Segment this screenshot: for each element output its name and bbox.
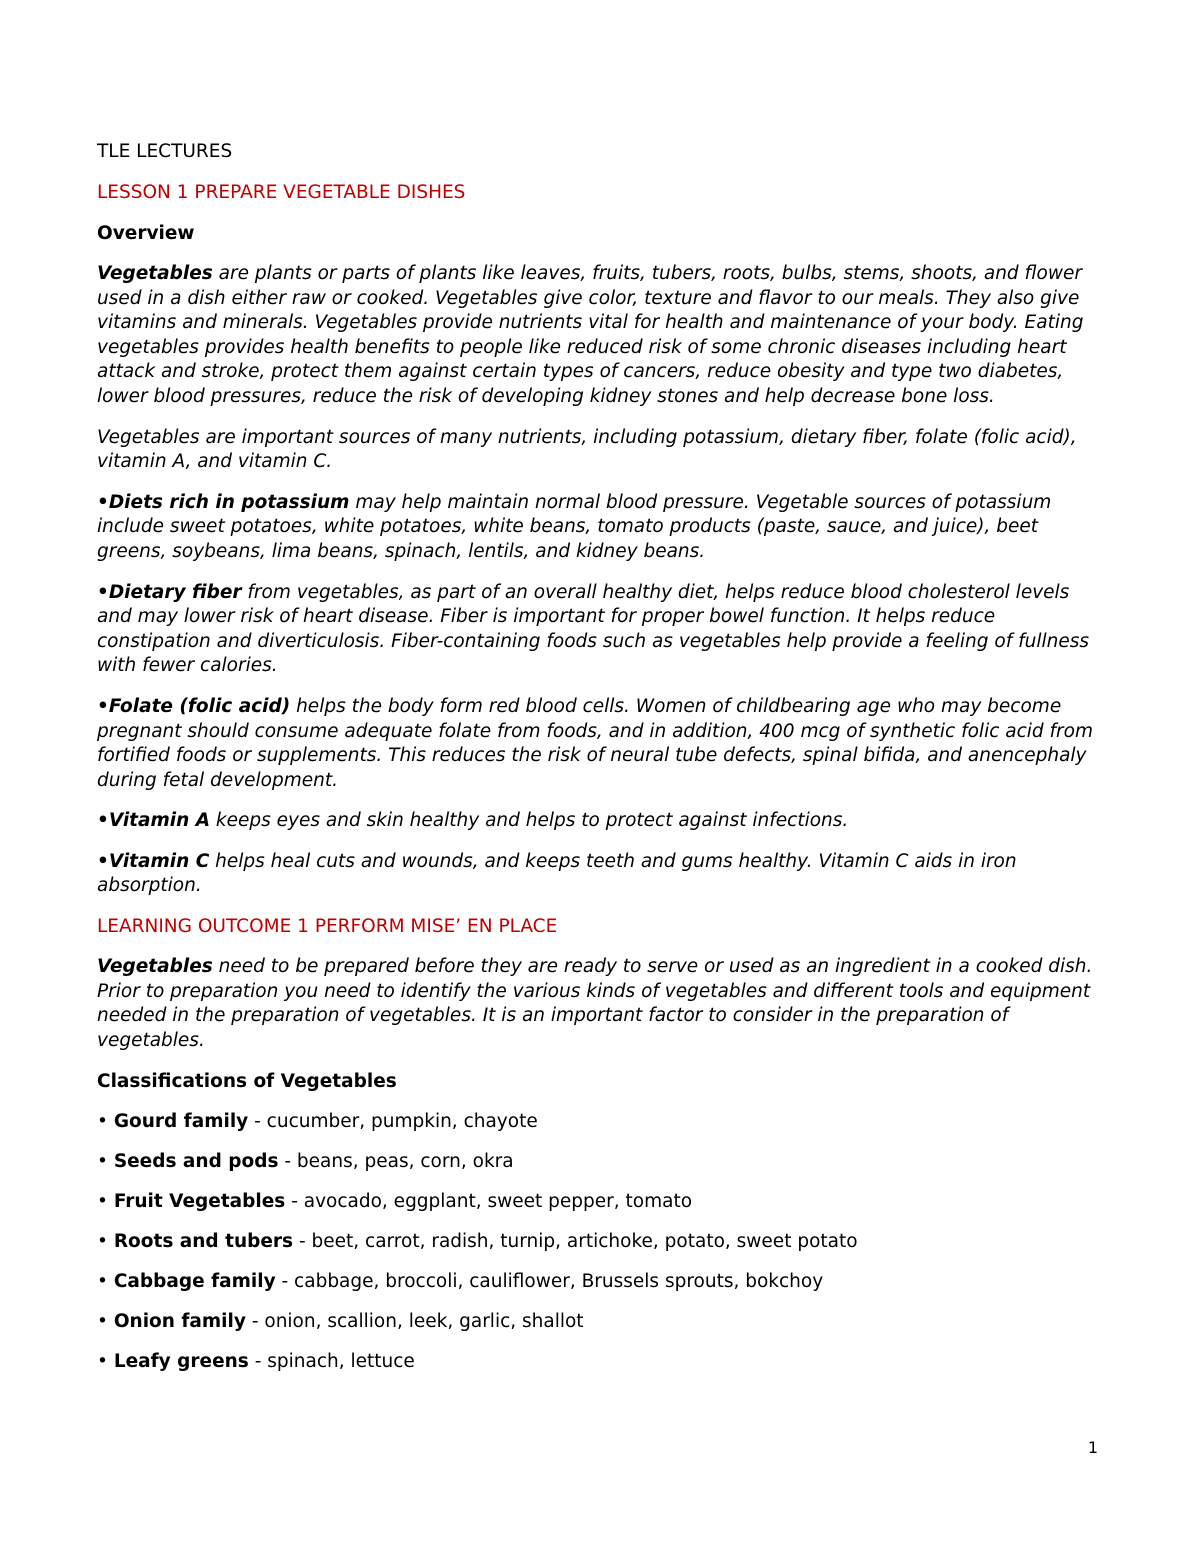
classification-name: Gourd family [113, 1111, 249, 1133]
document-page [97, 130, 1097, 1374]
nutrient-item [97, 695, 1097, 793]
overview-heading: Overview [97, 223, 195, 244]
classification-item [97, 1270, 1097, 1294]
bullet-icon: • [97, 850, 109, 872]
nutrient-item [97, 850, 1097, 899]
classification-list [97, 1110, 1097, 1374]
classification-examples: - onion, scallion, leek, garlic, shallot [245, 1311, 584, 1333]
page-number: 1 [1087, 1438, 1098, 1457]
classification-item [97, 1190, 1097, 1214]
nutrient-item [97, 809, 1097, 834]
classification-examples: - spinach, lettuce [248, 1351, 415, 1373]
nutrient-term: Vitamin C [108, 850, 210, 872]
lesson-title: LESSON 1 PREPARE VEGETABLE DISHES [97, 182, 466, 203]
intro-paragraph [97, 262, 1097, 410]
bullet-icon: • [97, 1191, 108, 1213]
intro-term: Vegetables [97, 263, 213, 284]
intro-text: are plants or parts of plants like leaves, fruits, tubers, roots, bulbs, stems, shoots, and flower used in a dish either raw or cooked. Vegetables give color, texture and flavor to our meals. They also give vitamins and minerals. Vegetables provide nutrients vital for health and maintenance of your body. Eating vegetables provides health benefits to people like reduced risk of some chronic diseases including heart attack and stroke, protect them against certain types of cancers, reduce obesity and type two diabetes, lower blood pressures, reduce the risk of developing kidney stones and help decrease bone loss. [97, 263, 1084, 407]
learning-outcome-title: LEARNING OUTCOME 1 PERFORM MISE’ EN PLACE [97, 916, 558, 938]
classification-examples: - cucumber, pumpkin, chayote [248, 1111, 538, 1133]
prep-text: need to be prepared before they are ready to serve or used as an ingredient in a cooked dish. Prior to preparation you need to identify the various kinds of vegetables and different tools and equipment needed in the preparation of vegetables. It is an important factor to consider in the preparation of vegetables. [97, 956, 1093, 1051]
classification-examples: - beet, carrot, radish, turnip, artichoke, potato, sweet potato [293, 1231, 858, 1253]
bullet-icon: • [97, 1151, 108, 1173]
bullet-icon: • [97, 1351, 108, 1373]
classification-name: Cabbage family [113, 1271, 276, 1293]
classification-examples: - cabbage, broccoli, cauliflower, Brussels sprouts, bokchoy [275, 1271, 824, 1293]
classifications-heading: Classifications of Vegetables [97, 1071, 397, 1093]
classification-item [97, 1230, 1097, 1254]
bullet-icon: • [97, 1311, 108, 1333]
nutrient-item [97, 491, 1097, 565]
classification-name: Onion family [113, 1311, 246, 1333]
prep-paragraph [97, 955, 1097, 1053]
prep-term: Vegetables [97, 956, 213, 978]
document-title: TLE LECTURES [97, 141, 233, 162]
nutrient-term: Folate (folic acid) [108, 695, 291, 717]
nutrient-term: Diets rich in potassium [108, 491, 350, 513]
classification-name: Leafy greens [113, 1351, 249, 1373]
classification-name: Seeds and pods [113, 1151, 279, 1173]
bullet-icon: • [97, 1111, 108, 1133]
bullet-icon: • [97, 1231, 108, 1253]
classification-item [97, 1310, 1097, 1334]
nutrient-term: Dietary fiber [108, 581, 242, 603]
classification-item [97, 1110, 1097, 1134]
nutrient-text: may help maintain normal blood pressure. Vegetable sources of potassium include sweet potatoes, white potatoes, white beans, tomato products (paste, sauce, and juice), beet greens, soybeans, lima beans, spinach, lentils, and kidney beans. [97, 491, 1052, 562]
classification-name: Fruit Vegetables [113, 1191, 286, 1213]
classification-examples: - avocado, eggplant, sweet pepper, tomato [285, 1191, 693, 1213]
bullet-icon: • [97, 810, 109, 832]
classification-item [97, 1150, 1097, 1174]
bullet-icon: • [97, 695, 109, 717]
bullet-icon: • [97, 491, 109, 513]
nutrients-sentence: Vegetables are important sources of many nutrients, including potassium, dietary fiber, folate (folic acid), vitamin A, and vitamin C. [97, 426, 1077, 473]
nutrient-text: helps the body form red blood cells. Women of childbearing age who may become pregnant should consume adequate folate from foods, and in addition, 400 mcg of synthetic folic acid from fortified foods or supplements. This reduces the risk of neural tube defects, spinal bifida, and anencephaly during fetal development. [97, 695, 1093, 791]
bullet-icon: • [97, 1271, 108, 1293]
nutrient-text: helps heal cuts and wounds, and keeps teeth and gums healthy. Vitamin C aids in iron absorption. [97, 850, 1017, 897]
classification-examples: - beans, peas, corn, okra [278, 1151, 514, 1173]
nutrient-text: keeps eyes and skin healthy and helps to protect against infections. [210, 810, 849, 832]
bullet-icon: • [97, 581, 109, 603]
nutrient-item [97, 581, 1097, 679]
nutrient-text: from vegetables, as part of an overall healthy diet, helps reduce blood cholesterol levels and may lower risk of heart disease. Fiber is important for proper bowel function. It helps reduce constipation and diverticulosis. Fiber-containing foods such as vegetables help provide a feeling of fullness with fewer calories. [97, 581, 1090, 677]
classification-name: Roots and tubers [113, 1231, 294, 1253]
nutrient-list [97, 491, 1097, 899]
classification-item [97, 1350, 1097, 1374]
nutrient-term: Vitamin A [108, 810, 211, 832]
